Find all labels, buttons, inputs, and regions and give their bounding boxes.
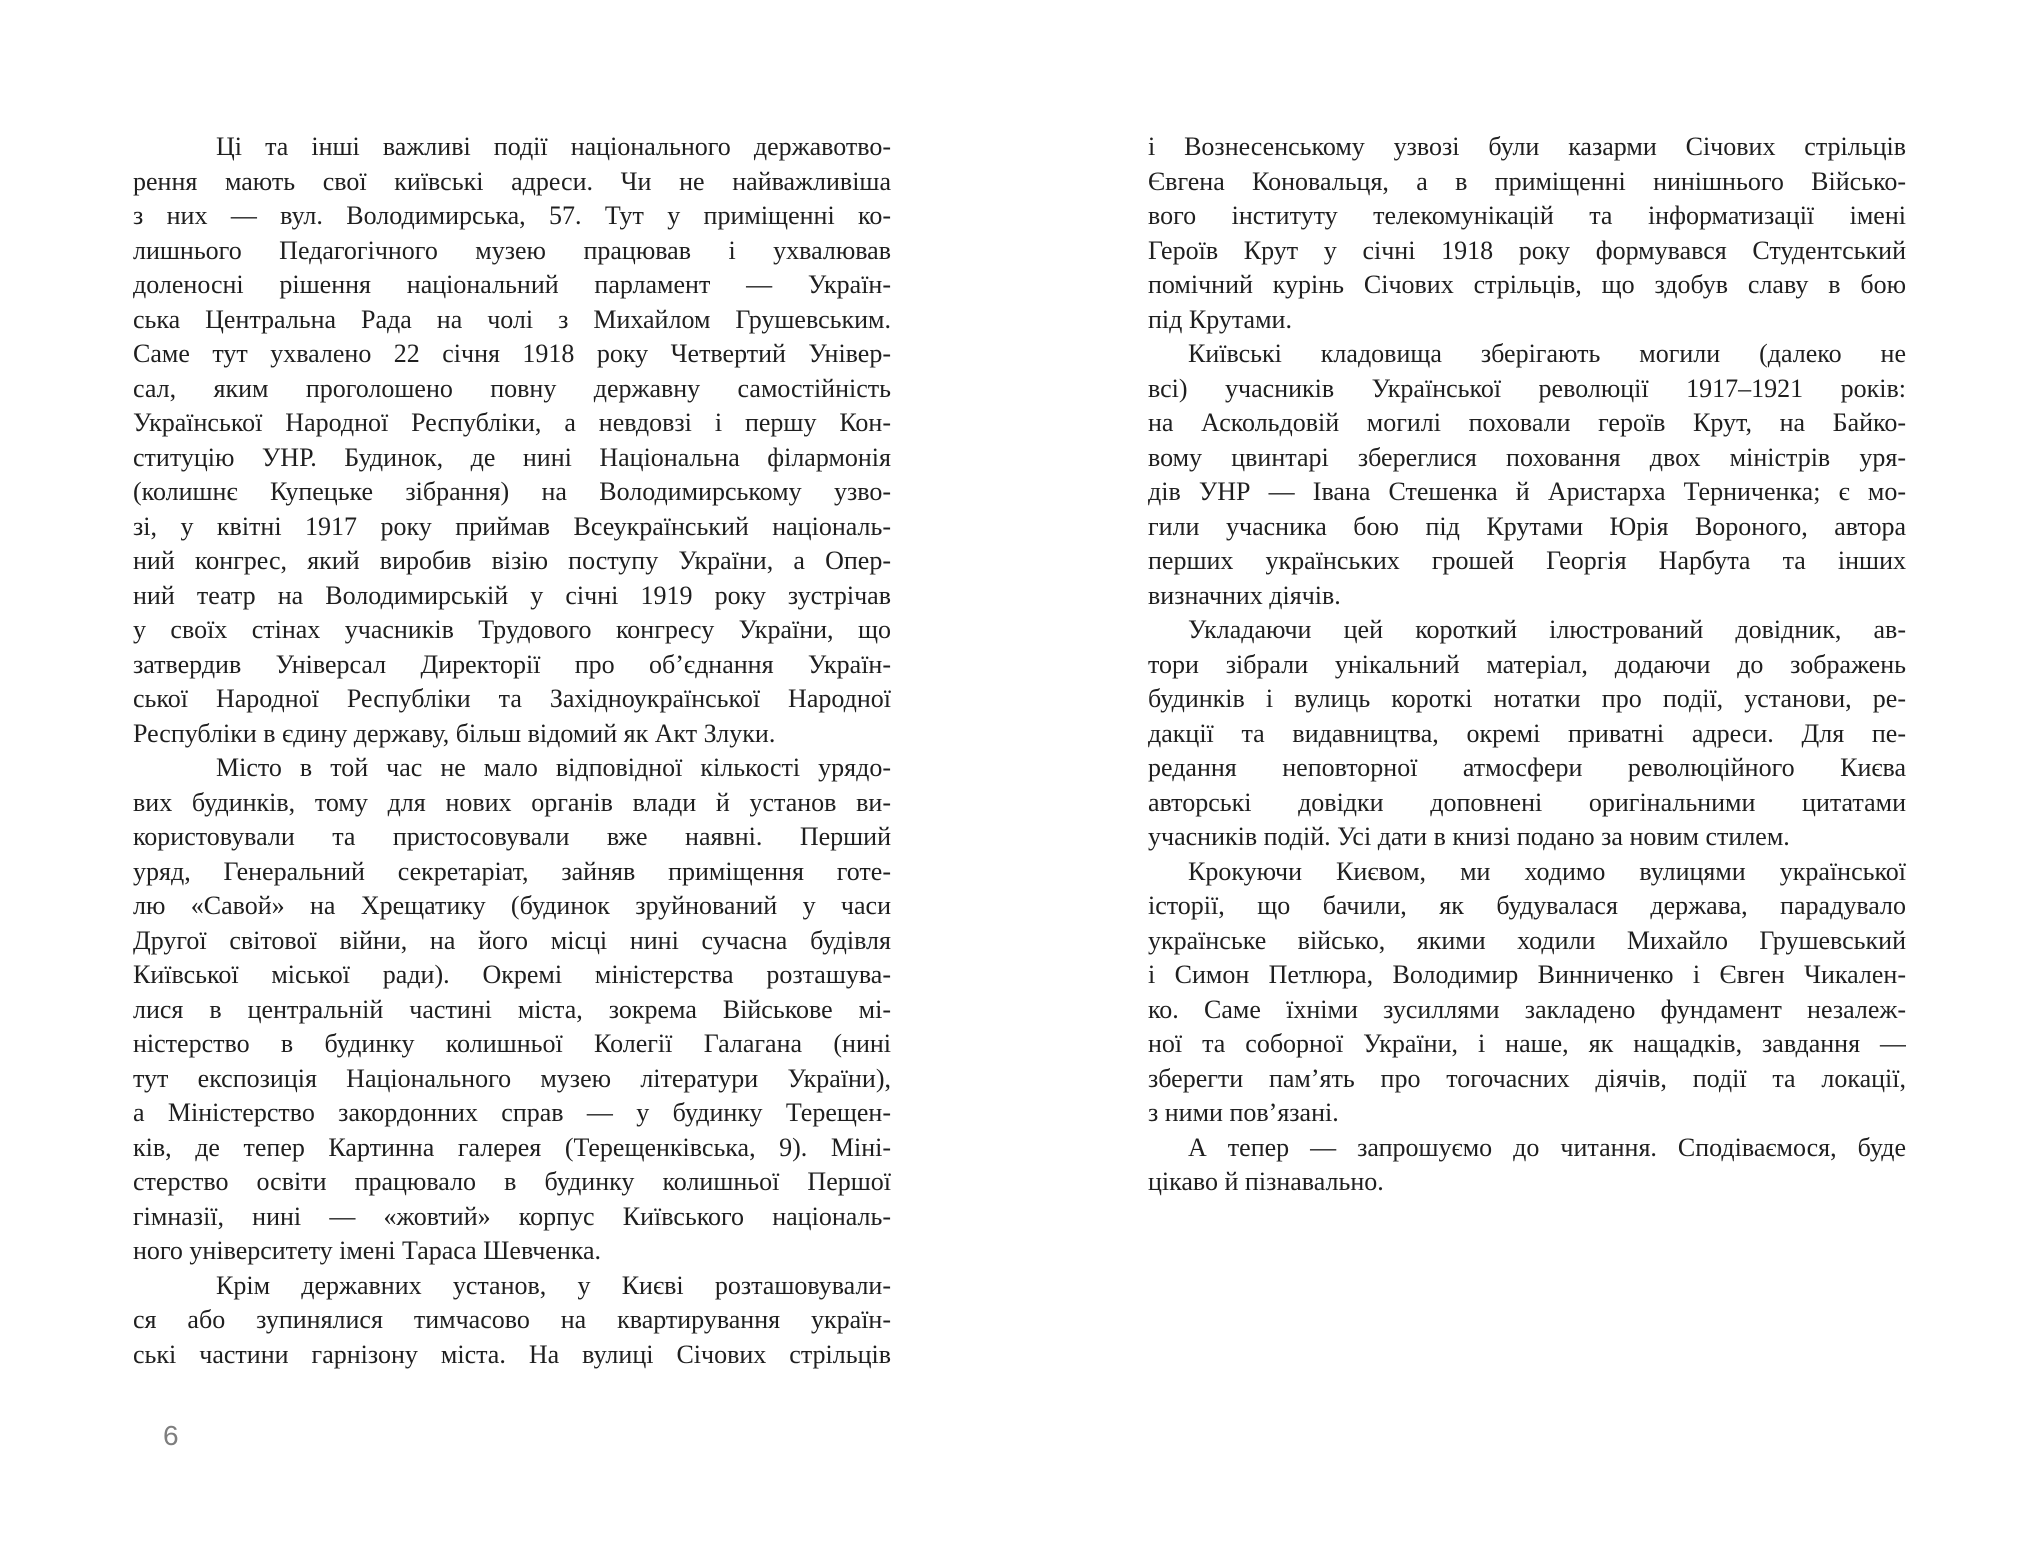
- text-line: ські частини гарнізону міста. На вулиці Січових стрільців: [133, 1339, 891, 1369]
- text-line: Київської міської ради). Окремі міністерства розташува-: [133, 960, 891, 989]
- text-line: вого інституту телекомунікацій та інформатизації імені: [1148, 201, 1906, 230]
- text-line: рення мають свої київські адреси. Чи не найважливіша: [133, 166, 891, 196]
- text-line: учасників подій. Усі дати в книзі подано за новим стилем.: [1148, 822, 1790, 851]
- text-line: під Крутами.: [1148, 304, 1292, 334]
- text-line: у своїх стінах учасників Трудового конгресу України, що: [133, 615, 891, 644]
- text-line: Другої світової війни, на його місці нині сучасна будівля: [133, 925, 891, 955]
- text-line: з ними пов’язані.: [1148, 1098, 1339, 1127]
- text-line: стерство освіти працювало в будинку колишньої Першої: [133, 1167, 891, 1196]
- text-line: доленосні рішення національний парламент — Україн-: [133, 270, 891, 299]
- text-line: і Вознесенському узвозі були казарми Січових стрільців: [1148, 132, 1906, 161]
- paragraph: [1148, 613, 1906, 855]
- text-line: визначних діячів.: [1148, 580, 1341, 610]
- text-line: ний конгрес, який виробив візію поступу України, а Опер-: [133, 546, 891, 575]
- text-line: редання неповторної атмосфери революційного Києва: [1148, 753, 1906, 782]
- text-line: Української Народної Республіки, а невдовзі і першу Кон-: [133, 408, 891, 437]
- text-line: ської Народної Республіки та Західноукраїнської Народної: [133, 684, 891, 713]
- text-line: лися в центральній частині міста, зокрема Військове мі-: [133, 994, 891, 1024]
- text-line: уряд, Генеральний секретаріат, зайняв приміщення готе-: [133, 856, 891, 886]
- page-number: 6: [163, 1420, 179, 1451]
- left-page-text: [133, 130, 891, 1372]
- text-line: авторські довідки доповнені оригінальними цитатами: [1148, 787, 1906, 817]
- text-line: Крокуючи Києвом, ми ходимо вулицями української: [1188, 856, 1906, 886]
- text-line: сал, яким проголошено повну державну самостійність: [133, 373, 891, 403]
- text-line: (колишнє Купецьке зібрання) на Володимирському узво-: [133, 477, 891, 506]
- text-line: Євгена Коновальця, а в приміщенні нинішнього Військо-: [1148, 166, 1906, 196]
- text-line: Київські кладовища зберігають могили (далеко не: [1188, 339, 1906, 368]
- text-line: дів УНР — Івана Стешенка й Аристарха Терниченка; є мо-: [1148, 477, 1906, 506]
- text-line: на Аскольдовій могилі поховали героїв Крут, на Байко-: [1148, 408, 1906, 437]
- text-line: Республіки в єдину державу, більш відомий як Акт Злуки.: [133, 718, 776, 748]
- text-line: українське військо, якими ходили Михайло Грушевський: [1148, 925, 1906, 955]
- text-line: ся або зупинялися тимчасово на квартирування україн-: [133, 1305, 891, 1334]
- text-line: ко. Саме їхніми зусиллями закладено фундамент незалеж-: [1148, 994, 1906, 1024]
- text-line: а Міністерство закордонних справ — у будинку Терещен-: [133, 1098, 891, 1127]
- text-line: тут експозиція Національного музею літератури України),: [133, 1063, 891, 1093]
- text-line: всі) учасників Української революції 1917–1921 років:: [1148, 373, 1906, 403]
- text-line: ністерство в будинку колишньої Колегії Галагана (нині: [133, 1029, 891, 1058]
- text-line: лю «Савой» на Хрещатику (будинок зруйнований у часи: [133, 891, 891, 920]
- text-line: ний театр на Володимирській у січні 1919 року зустрічав: [133, 580, 891, 610]
- text-line: лишнього Педагогічного музею працював і ухвалював: [133, 235, 891, 265]
- text-line: помічний курінь Січових стрільців, що здобув славу в бою: [1148, 270, 1906, 299]
- text-line: ної та соборної України, і наше, як нащадків, завдання —: [1148, 1029, 1906, 1058]
- paragraph: [133, 1269, 891, 1373]
- text-line: вому цвинтарі збереглися поховання двох міністрів уря-: [1148, 442, 1906, 472]
- text-line: зі, у квітні 1917 року приймав Всеукраїнський національ-: [133, 511, 891, 541]
- text-line: гили учасника бою під Крутами Юрія Вороного, автора: [1148, 511, 1906, 541]
- text-line: користовували та пристосовували вже наявні. Перший: [133, 822, 891, 851]
- text-line: вих будинків, тому для нових органів влади й установ ви-: [133, 787, 891, 817]
- text-line: затвердив Універсал Директорії про об’єднання Україн-: [133, 649, 891, 679]
- text-line: Укладаючи цей короткий ілюстрований довідник, ав-: [1188, 615, 1906, 644]
- paragraph: [133, 130, 891, 751]
- text-line: ституцію УНР. Будинок, де нині Національна філармонія: [133, 442, 891, 472]
- paragraph: [1148, 855, 1906, 1131]
- text-line: Ці та інші важливі події національного державотво-: [216, 132, 891, 161]
- text-line: дакції та видавництва, окремі приватні адреси. Для пе-: [1148, 718, 1906, 748]
- text-line: ків, де тепер Картинна галерея (Терещенківська, 9). Міні-: [133, 1132, 891, 1162]
- text-line: перших українських грошей Георгія Нарбута та інших: [1148, 546, 1906, 575]
- text-line: будинків і вулиць короткі нотатки про події, установи, ре-: [1148, 684, 1906, 713]
- text-line: тори зібрали унікальний матеріал, додаючи до зображень: [1148, 649, 1906, 679]
- text-line: історії, що бачили, як будувалася держава, парадувало: [1148, 891, 1906, 920]
- text-line: зберегти пам’ять про тогочасних діячів, події та локації,: [1148, 1063, 1906, 1093]
- right-page-text: [1148, 130, 1906, 1200]
- paragraph: [1148, 1131, 1906, 1200]
- text-line: цікаво й пізнавально.: [1148, 1167, 1384, 1196]
- text-line: А тепер — запрошуємо до читання. Сподіваємося, буде: [1188, 1132, 1906, 1162]
- text-line: ного університету імені Тараса Шевченка.: [133, 1236, 602, 1265]
- text-line: Місто в той час не мало відповідної кількості урядо-: [216, 753, 891, 782]
- text-line: ська Центральна Рада на чолі з Михайлом Грушевським.: [133, 304, 891, 334]
- text-line: гімназії, нині — «жовтий» корпус Київського національ-: [133, 1201, 891, 1231]
- text-line: Героїв Крут у січні 1918 року формувався Студентський: [1148, 235, 1906, 265]
- paragraph: [1148, 337, 1906, 613]
- text-line: і Симон Петлюра, Володимир Винниченко і Євген Чикален-: [1148, 960, 1906, 989]
- paragraph: [1148, 130, 1906, 337]
- text-line: Саме тут ухвалено 22 січня 1918 року Четвертий Універ-: [133, 339, 891, 368]
- paragraph: [133, 751, 891, 1269]
- text-line: Крім державних установ, у Києві розташовували-: [216, 1270, 891, 1300]
- text-line: з них — вул. Володимирська, 57. Тут у приміщенні ко-: [133, 201, 891, 230]
